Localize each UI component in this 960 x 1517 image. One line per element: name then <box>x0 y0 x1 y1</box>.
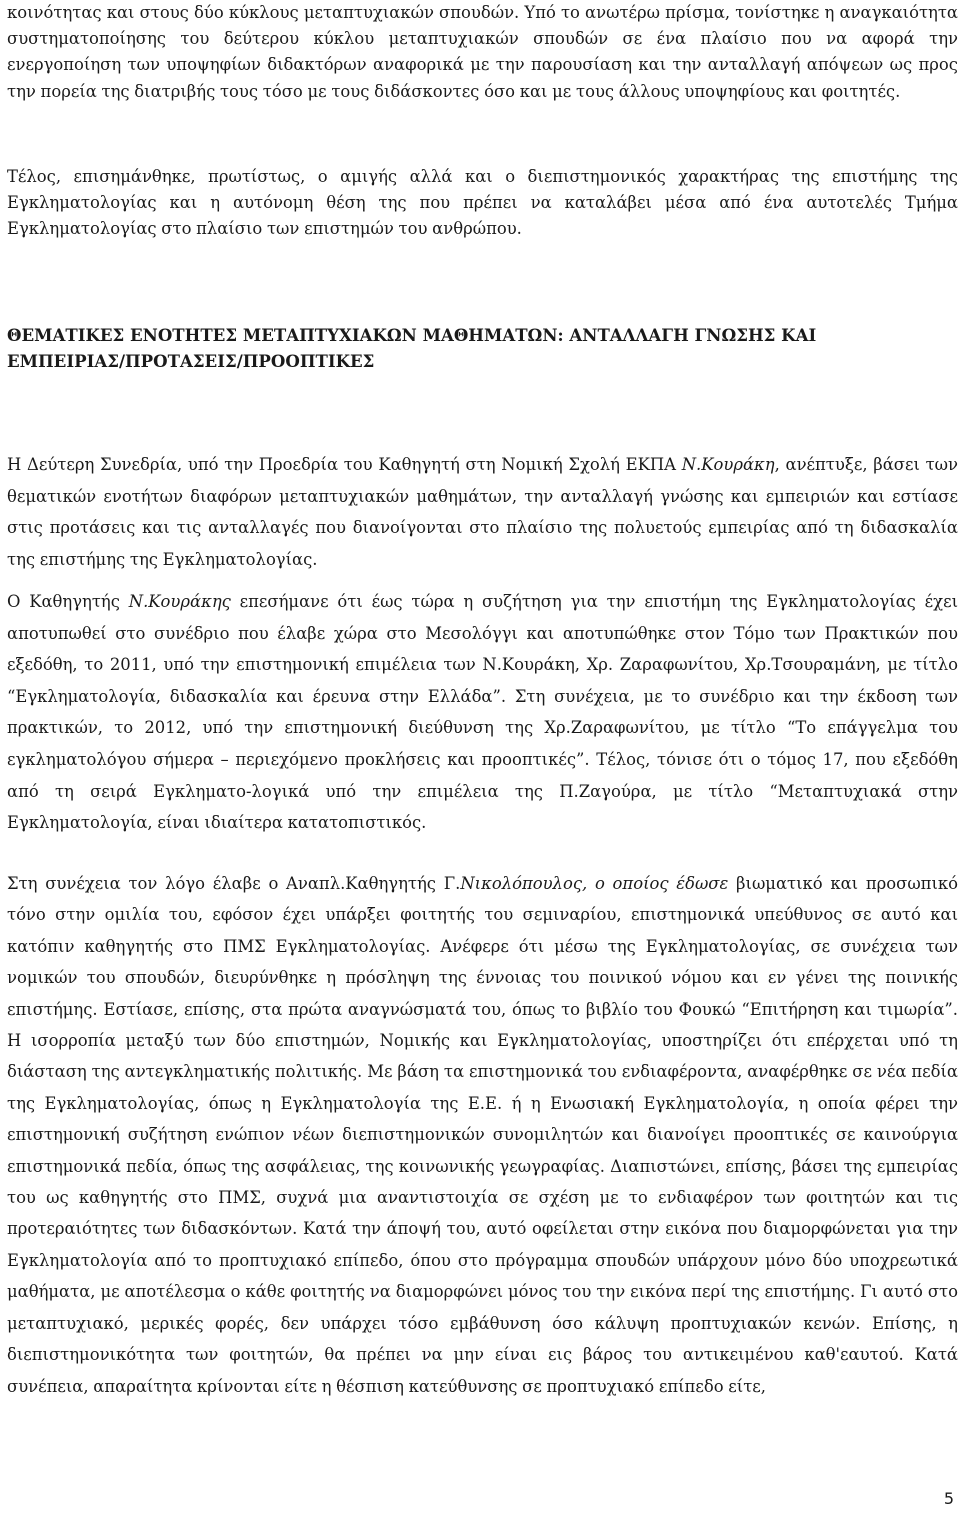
section-heading-line: ΘΕΜΑΤΙΚΕΣ ΕΝΟΤΗΤΕΣ ΜΕΤΑΠΤΥΧΙΑΚΩΝ ΜΑΘΗΜΑΤΩΝ: ΑΝΤΑΛΛΑΓΗ ΓΝΩΣΗΣ ΚΑΙ <box>7 325 817 345</box>
paragraph-text: , ανέπτυξε, βάσει των θεματικών ενοτήτων διαφόρων μεταπτυχιακών μαθημάτων, την ανταλλαγή γνώσης και εμπειριών και εστίασε στις προτάσεις και τις ανταλλαγές που διανοίγονται στο πλαίσιο της πολυετούς εμπειρίας από τη διδασκαλία της επιστήμης της Εγκληματολογίας. <box>7 455 958 569</box>
page-number: 5 <box>943 1489 954 1508</box>
body-paragraph: κοινότητας και στους δύο κύκλους μεταπτυχιακών σπουδών. Υπό το ανωτέρω πρίσμα, τονίστηκε η αναγκαιότητα συστηματοποίησης του δεύτερου κύκλου μεταπτυχιακών σπουδών σε ένα πλαίσιο που να αφορά την ενεργοποίηση των υποψηφίων διδακτόρων αναφορικά με την παρουσίαση και την ανταλλαγή απόψεων ως προς την πορεία της διατριβής τους τόσο με τους διδάσκοντες όσο και με τους άλλους υποψηφίους και φοιτητές. <box>7 3 958 101</box>
paragraph-text: επεσήμανε ότι έως τώρα η συζήτηση για την επιστήμη της Εγκληματολογίας έχει αποτυπωθεί στο συνέδριο που έλαβε χώρα στο Μεσολόγγι και αποτυπώθηκε στον Τόμο των Πρακτικών που εξεδόθη, το 2011, υπό την επιστημονική επιμέλεια των Ν.Κουράκη, Χρ. Ζαραφωνίτου, Χρ.Τσουραμάνη, με τίτλο “Εγκληματολογία, διδασκαλία και έρευνα στην Ελλάδα”. Στη συνέχεια, με το συνέδριο και την έκδοση των πρακτικών, το 2012, υπό την επιστημονική διεύθυνση της Χρ.Ζαραφωνίτου, με τίτλο “Το επάγγελμα του εγκληματολόγου σήμερα – περιεχόμενο προκλήσεις και προοπτικές”. Τέλος, τόνισε ότι ο τόμος 17, που εξεδόθη από τη σειρά Εγκληματο-λογικά υπό την επιμέλεια της Π.Ζαγούρα, με τίτλο “Μεταπτυχιακά στην Εγκληματολογία, είναι ιδιαίτερα κατατοπιστικός. <box>7 592 958 833</box>
section-heading-line: ΕΜΠΕΙΡΙΑΣ/ΠΡΟΤΑΣΕΙΣ/ΠΡΟΟΠΤΙΚΕΣ <box>7 351 375 372</box>
paragraph-text: Ο Καθηγητής <box>7 592 129 611</box>
italic-name: Ν.Κουράκη <box>681 455 775 474</box>
italic-name: Νικολόπουλος, ο οποίος έδωσε <box>460 874 729 893</box>
body-paragraph <box>7 868 958 1402</box>
section-heading <box>7 322 816 375</box>
italic-name: Ν.Κουράκης <box>128 592 231 611</box>
body-paragraph <box>7 586 958 839</box>
body-paragraph <box>7 449 958 575</box>
paragraph-text: Στη συνέχεια τον λόγο έλαβε ο Αναπλ.Καθηγητής Γ. <box>7 874 461 893</box>
paragraph-text: βιωματικό και προσωπικό τόνο στην ομιλία του, εφόσον έχει υπάρξει φοιτητής του σεμιναρίου, επιστημονικά υπεύθυνος σε αυτό και κατόπιν καθηγητής στο ΠΜΣ Εγκληματολογίας. Ανέφερε ότι μέσω της Εγκληματολογίας, σε συνέχεια των νομικών του σπουδών, διευρύνθηκε η πρόσληψη της έννοιας του ποινικού νόμου και εν γένει της ποινικής επιστήμης. Εστίασε, επίσης, στα πρώτα αναγνώσματά του, όπως το βιβλίο του Φουκώ “Επιτήρηση και τιμωρία”. Η ισορροπία μεταξύ των δύο επιστημών, Νομικής και Εγκληματολογίας, υποστηρίζει ότι επέρχεται υπό τη διάσταση της αντεγκληματικής πολιτικής. Με βάση τα επιστημονικά του ενδιαφέροντα, αναφέρθηκε σε νέα πεδία της Εγκληματολογίας, όπως η Εγκληματολογία της Ε.Ε. ή η Ενωσιακή Εγκληματολογία, η οποία φέρει την επιστημονική συζήτηση ενώπιον νέων διεπιστημονικών συνομιλητών και διανοίγει προοπτικές σε καινούργια επιστημονικά πεδία, όπως της ασφάλειας, της κοινωνικής γεωγραφίας. Διαπιστώνει, επίσης, βάσει της εμπειρίας του ως καθηγητής στο ΠΜΣ, συχνά μια αναντιστοιχία σε σχέση με το ενδιαφέρον των φοιτητών και τις προτεραιότητες των διδασκόντων. Κατά την άποψή του, αυτό οφείλεται στην εικόνα που διαμορφώνεται για την Εγκληματολογία από το προπτυχιακό επίπεδο, όπου στο πρόγραμμα σπουδών υπάρχουν μόνο δύο υποχρεωτικά μαθήματα, με αποτέλεσμα ο κάθε φοιτητής να διαμορφώνει μόνος του την εικόνα περί της επιστήμης. Γι αυτό στο μεταπτυχιακό, μερικές φορές, δεν υπάρχει τόσο εμβάθυνση όσο κάλυψη προπτυχιακών κενών. Επίσης, η διεπιστημονικότητα των φοιτητών, θα πρέπει να μην είναι εις βάρος του αντικειμένου καθ'εαυτού. Κατά συνέπεια, απαραίτητα κρίνονται είτε η θέσπιση κατεύθυνσης σε προπτυχιακό επίπεδο είτε, <box>7 874 958 1396</box>
body-paragraph: Τέλος, επισημάνθηκε, πρωτίστως, ο αμιγής αλλά και ο διεπιστημονικός χαρακτήρας της επιστήμης της Εγκληματολογίας και η αυτόνομη θέση της που πρέπει να καταλάβει μέσα από ένα αυτοτελές Τμήμα Εγκληματολογίας στο πλαίσιο των επιστημών του ανθρώπου. <box>7 167 958 239</box>
paragraph-text: Η Δεύτερη Συνεδρία, υπό την Προεδρία του Καθηγητή στη Νομική Σχολή ΕΚΠΑ <box>7 455 682 474</box>
